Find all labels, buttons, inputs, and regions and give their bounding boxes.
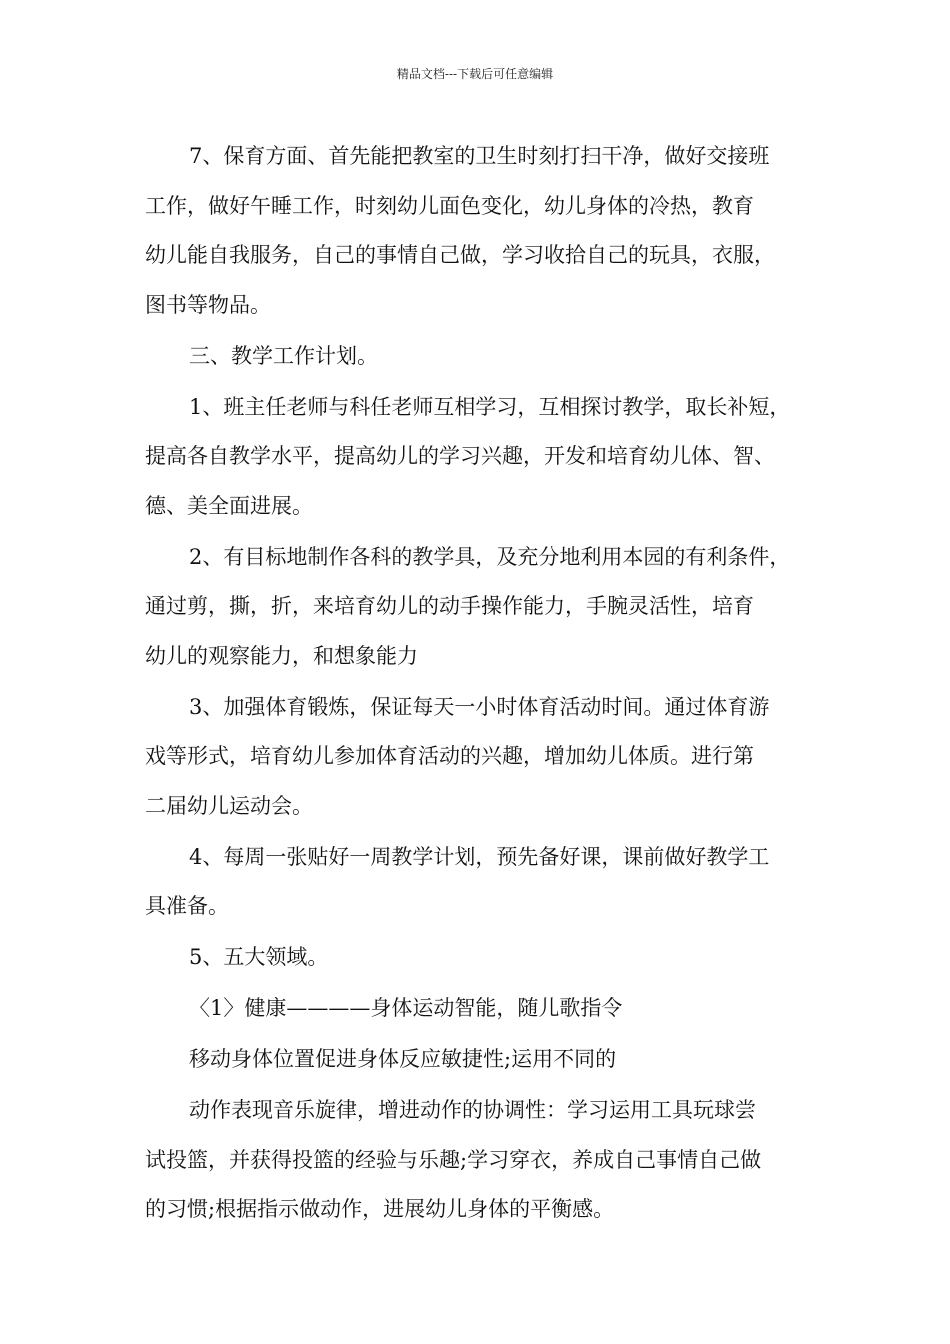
text-line: 的习惯;根据指示做动作，进展幼儿身体的平衡感。 <box>145 1197 615 1221</box>
text-line: 4、每周一张贴好一周教学计划，预先备好课，课前做好教学工 <box>189 844 770 869</box>
paragraph-health-detail <box>145 1086 835 1235</box>
paragraph-health-title <box>145 984 835 1034</box>
paragraph-item-3 <box>145 683 835 832</box>
paragraph-item-4 <box>145 833 835 932</box>
text-line: 戏等形式，培育幼儿参加体育活动的兴趣，增加幼儿体质。进行第 <box>145 744 754 768</box>
text-line: 幼儿能自我服务，自己的事情自己做，学习收拾自己的玩具，衣服， <box>145 243 775 267</box>
paragraph-childcare <box>145 132 835 330</box>
text-line: 二届幼儿运动会。 <box>145 793 313 818</box>
text-line: 德、美全面进展。 <box>145 493 313 518</box>
text-line: 2、有目标地制作各科的教学具，及充分地利用本园的有利条件， <box>189 544 791 569</box>
text-line: 幼儿的观察能力，和想象能力 <box>145 643 418 668</box>
paragraph-health-move <box>145 1035 835 1085</box>
text-line: 动作表现音乐旋律，增进动作的协调性：学习运用工具玩球尝 <box>189 1098 756 1122</box>
text-line: 1、班主任老师与科任老师互相学习，互相探讨教学，取长补短， <box>189 394 791 419</box>
text-line: 5、五大领域。 <box>189 945 329 969</box>
paragraph-item-2 <box>145 533 835 682</box>
document-body <box>145 132 835 1236</box>
text-line: 工作，做好午睡工作，时刻幼儿面色变化，幼儿身体的冷热，教育 <box>145 193 754 218</box>
text-line: 〈1〉健康————身体运动智能，随儿歌指令 <box>189 996 623 1020</box>
section-heading-teaching-plan <box>145 332 835 382</box>
text-line: 具准备。 <box>145 894 229 918</box>
text-line: 7、保育方面、首先能把教室的卫生时刻打扫干净，做好交接班 <box>189 144 770 168</box>
paragraph-item-5 <box>145 933 835 983</box>
heading-text: 三、教学工作计划。 <box>189 343 378 368</box>
text-line: 通过剪，撕，折，来培育幼儿的动手操作能力，手腕灵活性，培育 <box>145 594 754 618</box>
text-line: 移动身体位置促进身体反应敏捷性;运用不同的 <box>189 1047 617 1071</box>
page-header: 精品文档---下载后可任意编辑 <box>396 67 554 81</box>
text-line: 提高各自教学水平，提高幼儿的学习兴趣，开发和培育幼儿体、智、 <box>145 444 775 468</box>
paragraph-item-1 <box>145 383 835 532</box>
text-line: 试投篮，并获得投篮的经验与乐趣;学习穿衣，养成自己事情自己做 <box>145 1147 762 1172</box>
text-line: 3、加强体育锻炼，保证每天一小时体育活动时间。通过体育游 <box>189 694 770 719</box>
text-line: 图书等物品。 <box>145 292 271 317</box>
